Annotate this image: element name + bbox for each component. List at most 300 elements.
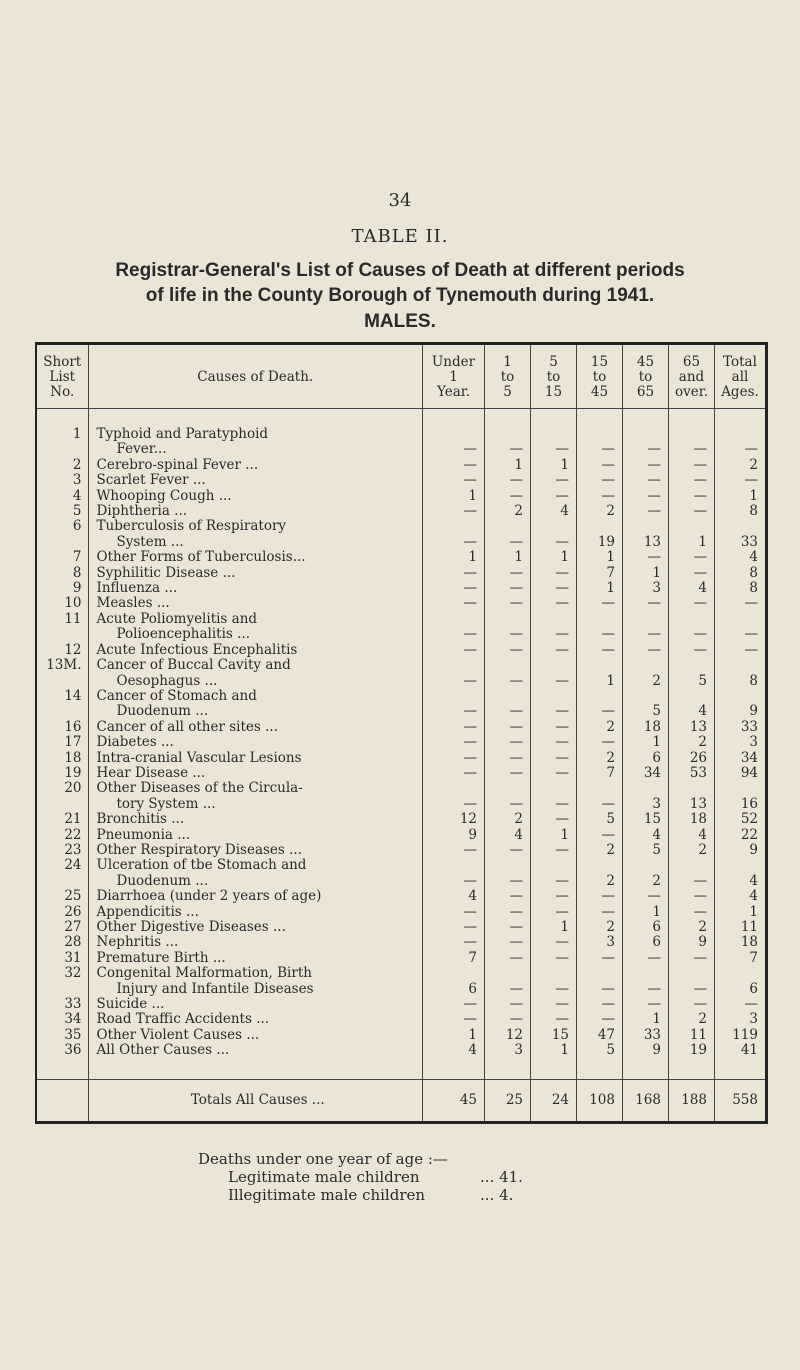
- death-count: —: [423, 997, 485, 1012]
- cause-of-death: [88, 766, 423, 781]
- death-count: 4: [669, 828, 715, 843]
- death-count: 8: [715, 658, 767, 689]
- death-count: 53: [669, 766, 715, 781]
- death-count: 2: [669, 843, 715, 858]
- death-count: —: [623, 489, 669, 504]
- death-count: 8: [715, 581, 767, 596]
- death-count: —: [577, 966, 623, 997]
- cause-line: Influenza ...: [96, 580, 178, 597]
- cause-of-death: [88, 658, 423, 689]
- death-count: 7: [715, 951, 767, 966]
- death-count: —: [423, 751, 485, 766]
- cause-of-death: [88, 997, 423, 1012]
- short-list-no: 2: [72, 456, 82, 473]
- death-count: 1: [423, 550, 485, 565]
- death-count: —: [577, 781, 623, 812]
- short-list-no: 22: [64, 826, 82, 843]
- death-count: —: [485, 843, 531, 858]
- cause-of-death: [88, 905, 423, 920]
- totals-label: Totals All Causes ...: [88, 1079, 423, 1122]
- death-count: 2: [577, 504, 623, 519]
- cause-line: Duodenum ...: [116, 872, 209, 889]
- death-count: 7: [423, 951, 485, 966]
- death-count: —: [715, 997, 767, 1012]
- death-count: 4: [531, 504, 577, 519]
- death-count: —: [623, 966, 669, 997]
- column-header: Total all Ages.: [715, 344, 767, 409]
- death-count: —: [531, 720, 577, 735]
- death-count: 34: [623, 766, 669, 781]
- short-list-no: 18: [64, 749, 82, 766]
- cause-of-death: [88, 920, 423, 935]
- total-count: 25: [485, 1079, 531, 1122]
- death-count: —: [423, 781, 485, 812]
- cause-line: Scarlet Fever ...: [96, 472, 206, 489]
- total-count: 558: [715, 1079, 767, 1122]
- cause-of-death: [88, 889, 423, 904]
- table-row: [36, 781, 767, 812]
- table-title: TABLE II.: [351, 226, 449, 247]
- death-count: —: [423, 519, 485, 550]
- death-count: 2: [577, 920, 623, 935]
- death-count: 1: [577, 658, 623, 689]
- table-row: [36, 643, 767, 658]
- cause-line: Appendicitis ...: [96, 903, 199, 920]
- death-count: —: [669, 643, 715, 658]
- death-count: —: [423, 458, 485, 473]
- death-count: —: [423, 766, 485, 781]
- death-count: 2: [623, 658, 669, 689]
- table-row: [36, 658, 767, 689]
- short-list-no: 10: [64, 595, 82, 612]
- cause-line: Acute Infectious Encephalitis: [96, 641, 298, 658]
- death-count: 6: [623, 920, 669, 935]
- death-count: 7: [577, 766, 623, 781]
- death-count: —: [485, 858, 531, 889]
- death-count: —: [715, 643, 767, 658]
- cause-line: Pneumonia ...: [96, 826, 191, 843]
- death-count: —: [623, 997, 669, 1012]
- death-count: 1: [623, 905, 669, 920]
- death-count: —: [577, 458, 623, 473]
- table-row: [36, 504, 767, 519]
- death-count: —: [531, 596, 577, 611]
- illegitimate-label: Illegitimate male children: [228, 1186, 426, 1205]
- table-row: [36, 1043, 767, 1079]
- heading-line-3: MALES.: [364, 311, 436, 332]
- short-list-no: 8: [72, 564, 82, 581]
- cause-of-death: [88, 458, 423, 473]
- short-list-no: 19: [64, 764, 82, 781]
- cause-of-death: [88, 735, 423, 750]
- cause-of-death: [88, 935, 423, 950]
- table-row: [36, 735, 767, 750]
- cause-line: Diarrhoea (under 2 years of age): [96, 888, 322, 905]
- death-count: 4: [423, 889, 485, 904]
- column-header: 1 to 5: [485, 344, 531, 409]
- cause-line: System ...: [116, 533, 184, 550]
- short-list-no: 28: [64, 934, 82, 951]
- death-count: —: [531, 766, 577, 781]
- cause-of-death: [88, 951, 423, 966]
- table-row: [36, 828, 767, 843]
- death-count: —: [531, 1012, 577, 1027]
- death-count: —: [485, 935, 531, 950]
- death-count: —: [577, 409, 623, 458]
- death-count: 13: [669, 781, 715, 812]
- illegitimate-value: ... 4.: [480, 1186, 514, 1205]
- page-number: 34: [388, 190, 412, 211]
- death-count: 4: [423, 1043, 485, 1079]
- death-count: 9: [623, 1043, 669, 1079]
- cause-of-death: [88, 504, 423, 519]
- death-count: 2: [577, 843, 623, 858]
- cause-of-death: [88, 519, 423, 550]
- cause-line: Hear Disease ...: [96, 764, 206, 781]
- short-list-no: 35: [64, 1026, 82, 1043]
- heading-line-2: of life in the County Borough of Tynemouth during 1941.: [145, 285, 655, 306]
- death-count: —: [485, 566, 531, 581]
- cause-of-death: [88, 720, 423, 735]
- death-count: 33: [623, 1028, 669, 1043]
- death-count: 1: [531, 920, 577, 935]
- death-count: —: [715, 473, 767, 488]
- death-count: —: [485, 751, 531, 766]
- table-row: [36, 473, 767, 488]
- death-count: 5: [669, 658, 715, 689]
- death-count: 1: [531, 550, 577, 565]
- death-count: 6: [423, 966, 485, 997]
- death-count: —: [531, 643, 577, 658]
- death-count: 1: [623, 566, 669, 581]
- death-count: —: [531, 519, 577, 550]
- death-count: 2: [669, 735, 715, 750]
- death-count: —: [485, 735, 531, 750]
- death-count: —: [577, 473, 623, 488]
- death-count: 5: [623, 843, 669, 858]
- death-count: —: [623, 643, 669, 658]
- death-count: 3: [715, 735, 767, 750]
- death-count: —: [485, 966, 531, 997]
- death-count: 6: [623, 751, 669, 766]
- death-count: 2: [577, 720, 623, 735]
- short-list-no: 27: [64, 919, 82, 935]
- short-list-no: 25: [64, 888, 82, 905]
- death-count: —: [485, 489, 531, 504]
- death-count: 33: [715, 720, 767, 735]
- table-row: [36, 596, 767, 611]
- death-count: —: [531, 689, 577, 720]
- cause-of-death: [88, 812, 423, 827]
- cause-line: Other Forms of Tuberculosis...: [96, 549, 306, 566]
- death-count: 2: [623, 858, 669, 889]
- death-count: 18: [669, 812, 715, 827]
- death-count: —: [485, 889, 531, 904]
- death-count: —: [423, 596, 485, 611]
- death-count: 1: [623, 735, 669, 750]
- death-count: 19: [577, 519, 623, 550]
- death-count: —: [623, 889, 669, 904]
- cause-of-death: [88, 751, 423, 766]
- short-list-no: 13M.: [46, 657, 82, 674]
- totals-row: [36, 1079, 767, 1122]
- cause-line: Fever...: [116, 441, 167, 458]
- cause-line: Other Violent Causes ...: [96, 1026, 260, 1043]
- cause-line: Injury and Infantile Diseases: [116, 980, 314, 997]
- death-count: 26: [669, 751, 715, 766]
- cause-line: Road Traffic Accidents ...: [96, 1011, 270, 1028]
- cause-of-death: [88, 1043, 423, 1079]
- cause-line: Other Diseases of the Circula-: [96, 780, 303, 797]
- empty-cell: [36, 1079, 88, 1122]
- death-count: —: [423, 658, 485, 689]
- death-count: 33: [715, 519, 767, 550]
- death-count: 8: [715, 566, 767, 581]
- death-count: —: [577, 735, 623, 750]
- cause-line: Syphilitic Disease ...: [96, 564, 236, 581]
- death-count: —: [669, 612, 715, 643]
- death-count: —: [531, 935, 577, 950]
- cause-of-death: [88, 858, 423, 889]
- cause-of-death: [88, 489, 423, 504]
- footer-heading: Deaths under one year of age :—: [198, 1150, 448, 1169]
- death-count: 4: [715, 550, 767, 565]
- death-count: —: [623, 612, 669, 643]
- total-count: 24: [531, 1079, 577, 1122]
- death-count: 3: [623, 581, 669, 596]
- death-count: 15: [623, 812, 669, 827]
- short-list-no: 24: [64, 857, 82, 874]
- table-row: [36, 689, 767, 720]
- death-count: 1: [715, 489, 767, 504]
- table-row: [36, 1028, 767, 1043]
- death-count: 5: [577, 812, 623, 827]
- death-count: 18: [623, 720, 669, 735]
- death-count: —: [423, 935, 485, 950]
- short-list-no: 3: [72, 472, 82, 489]
- death-count: 94: [715, 766, 767, 781]
- table-row: [36, 612, 767, 643]
- death-count: —: [623, 458, 669, 473]
- death-count: 1: [715, 905, 767, 920]
- death-count: —: [485, 519, 531, 550]
- short-list-no: 34: [64, 1011, 82, 1028]
- death-count: —: [485, 997, 531, 1012]
- death-count: —: [577, 1012, 623, 1027]
- death-count: 3: [623, 781, 669, 812]
- death-count: —: [531, 612, 577, 643]
- death-count: —: [531, 951, 577, 966]
- death-count: —: [531, 858, 577, 889]
- table-row: [36, 751, 767, 766]
- death-count: —: [485, 766, 531, 781]
- death-count: —: [531, 735, 577, 750]
- death-count: —: [485, 951, 531, 966]
- death-count: —: [423, 920, 485, 935]
- short-list-no: 5: [72, 503, 82, 520]
- death-count: 2: [669, 920, 715, 935]
- table-row: [36, 858, 767, 889]
- table-row: [36, 581, 767, 596]
- death-count: —: [531, 409, 577, 458]
- death-count: 3: [715, 1012, 767, 1027]
- short-list-no: 36: [64, 1042, 82, 1059]
- death-count: —: [423, 473, 485, 488]
- short-list-no: 12: [64, 641, 82, 658]
- death-count: —: [669, 409, 715, 458]
- cause-line: Other Digestive Diseases ...: [96, 919, 286, 935]
- death-count: 4: [669, 689, 715, 720]
- short-list-no: 1: [72, 426, 82, 442]
- death-count: 2: [577, 858, 623, 889]
- column-header: 45 to 65: [623, 344, 669, 409]
- cause-of-death: [88, 828, 423, 843]
- death-count: 9: [715, 689, 767, 720]
- death-count: —: [577, 889, 623, 904]
- death-count: —: [485, 643, 531, 658]
- death-count: —: [423, 581, 485, 596]
- death-count: 9: [423, 828, 485, 843]
- short-list-no: 16: [64, 718, 82, 735]
- table-row: [36, 812, 767, 827]
- death-count: —: [669, 504, 715, 519]
- table-row: [36, 550, 767, 565]
- death-count: —: [531, 905, 577, 920]
- death-count: —: [423, 409, 485, 458]
- cause-line: Cancer of Buccal Cavity and: [96, 657, 291, 674]
- death-count: 34: [715, 751, 767, 766]
- death-count: —: [669, 858, 715, 889]
- death-count: 12: [423, 812, 485, 827]
- death-count: —: [423, 905, 485, 920]
- death-count: —: [531, 566, 577, 581]
- death-count: 2: [485, 812, 531, 827]
- death-count: —: [485, 658, 531, 689]
- death-count: 11: [669, 1028, 715, 1043]
- cause-line: Bronchitis ...: [96, 811, 185, 828]
- table-row: [36, 766, 767, 781]
- short-list-no: 33: [64, 996, 82, 1013]
- death-count: 52: [715, 812, 767, 827]
- cause-line: Tuberculosis of Respiratory: [96, 518, 287, 535]
- table-row: [36, 1012, 767, 1027]
- death-count: —: [485, 596, 531, 611]
- short-list-no: 26: [64, 903, 82, 920]
- cause-line: Ulceration of tbe Stomach and: [96, 857, 307, 874]
- table-row: [36, 458, 767, 473]
- cause-of-death: [88, 843, 423, 858]
- death-count: —: [623, 409, 669, 458]
- column-header: 5 to 15: [531, 344, 577, 409]
- total-count: 45: [423, 1079, 485, 1122]
- death-count: 1: [423, 489, 485, 504]
- short-list-no: 32: [64, 965, 82, 982]
- short-list-no: 6: [72, 518, 82, 535]
- table-row: [36, 889, 767, 904]
- death-count: —: [577, 596, 623, 611]
- table-row: [36, 843, 767, 858]
- short-list-no: 9: [72, 580, 82, 597]
- death-count: 47: [577, 1028, 623, 1043]
- death-count: —: [423, 504, 485, 519]
- cause-line: Congenital Malformation, Birth: [96, 965, 312, 982]
- cause-line: Duodenum ...: [116, 703, 209, 720]
- death-count: 12: [485, 1028, 531, 1043]
- table-row: [36, 566, 767, 581]
- short-list-no: 17: [64, 734, 82, 751]
- cause-line: Whooping Cough ...: [96, 487, 232, 504]
- death-count: 1: [623, 1012, 669, 1027]
- death-count: —: [531, 997, 577, 1012]
- death-count: —: [669, 951, 715, 966]
- cause-of-death: [88, 566, 423, 581]
- death-count: 2: [669, 1012, 715, 1027]
- table-row: [36, 920, 767, 935]
- death-count: 4: [485, 828, 531, 843]
- death-count: —: [423, 843, 485, 858]
- death-count: 6: [623, 935, 669, 950]
- cause-line: Diphtheria ...: [96, 503, 188, 520]
- death-count: 9: [669, 935, 715, 950]
- death-count: —: [715, 596, 767, 611]
- death-count: 1: [531, 1043, 577, 1079]
- cause-line: All Other Causes ...: [96, 1042, 230, 1059]
- total-count: 168: [623, 1079, 669, 1122]
- cause-line: tory System ...: [116, 795, 216, 812]
- death-count: 41: [715, 1043, 767, 1079]
- death-count: 13: [623, 519, 669, 550]
- death-count: —: [531, 489, 577, 504]
- death-count: —: [623, 473, 669, 488]
- death-count: 2: [577, 751, 623, 766]
- death-count: 2: [485, 504, 531, 519]
- death-count: 9: [715, 843, 767, 858]
- death-count: —: [485, 920, 531, 935]
- short-list-no: 21: [64, 811, 82, 828]
- death-count: —: [669, 550, 715, 565]
- death-count: —: [531, 751, 577, 766]
- cause-of-death: [88, 689, 423, 720]
- death-count: 2: [715, 458, 767, 473]
- death-count: —: [669, 458, 715, 473]
- death-count: 22: [715, 828, 767, 843]
- death-count: —: [485, 473, 531, 488]
- death-count: —: [485, 781, 531, 812]
- death-count: 7: [577, 566, 623, 581]
- table-row: [36, 905, 767, 920]
- death-count: —: [531, 658, 577, 689]
- death-count: —: [623, 550, 669, 565]
- death-count: —: [485, 612, 531, 643]
- short-list-no: 4: [72, 487, 82, 504]
- cause-line: Cancer of all other sites ...: [96, 718, 278, 735]
- death-count: 1: [531, 458, 577, 473]
- death-count: —: [531, 966, 577, 997]
- death-count: 5: [623, 689, 669, 720]
- cause-of-death: [88, 612, 423, 643]
- death-count: —: [485, 581, 531, 596]
- short-list-no: 14: [64, 687, 82, 704]
- short-list-no: 11: [64, 610, 82, 627]
- cause-of-death: [88, 473, 423, 488]
- death-count: 4: [669, 581, 715, 596]
- cause-line: Measles ...: [96, 595, 170, 612]
- death-count: —: [577, 489, 623, 504]
- cause-line: Intra-cranial Vascular Lesions: [96, 749, 302, 766]
- death-count: —: [577, 997, 623, 1012]
- legitimate-value: ... 41.: [480, 1168, 523, 1187]
- death-count: —: [669, 596, 715, 611]
